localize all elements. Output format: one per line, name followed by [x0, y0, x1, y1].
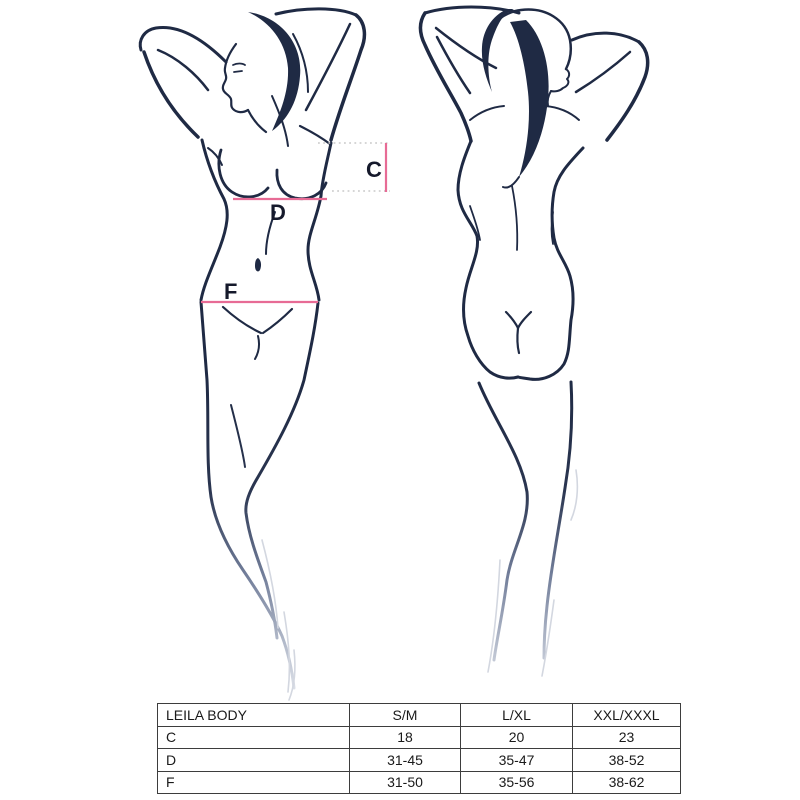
front-figure-outline [140, 9, 364, 700]
back-right-forearm [572, 33, 639, 42]
front-breast-right [277, 170, 326, 199]
back-torso-right [518, 148, 583, 379]
row-label-c: C [158, 726, 350, 749]
front-eye [234, 71, 242, 72]
size-table [157, 703, 681, 794]
back-right-arm-inner [576, 52, 630, 92]
back-hair-tip [503, 177, 519, 188]
size-table-row-c [158, 726, 681, 749]
front-eyebrow [233, 64, 245, 66]
back-shoulder-left [470, 106, 504, 120]
back-ponytail [510, 20, 549, 177]
front-groin-crease-right [263, 309, 292, 333]
front-left-forearm-under [158, 50, 208, 90]
cell-c-xxlxxxl: 23 [573, 726, 681, 749]
back-right-leg [544, 382, 572, 658]
back-butt-crease [518, 312, 531, 328]
row-label-f: F [158, 771, 350, 794]
front-left-arm-outer [144, 52, 198, 137]
size-table-header-row [158, 704, 681, 727]
back-left-leg [479, 383, 527, 660]
measure-label-c: C [366, 157, 382, 182]
front-navel [255, 258, 261, 271]
front-jaw-neck [248, 110, 266, 132]
header-cell-xxlxxxl: XXL/XXXL [573, 704, 681, 727]
front-groin-crease-left [223, 307, 261, 333]
size-table-row-d [158, 749, 681, 772]
front-face-profile [223, 44, 248, 112]
front-right-forearm [276, 9, 356, 15]
back-right-arm-outer [607, 42, 648, 140]
back-torso-left [458, 141, 518, 378]
back-left-arm-outer [421, 13, 472, 141]
back-hair-left [482, 9, 514, 92]
row-label-d: D [158, 749, 350, 772]
front-left-forearm [140, 27, 226, 62]
front-breast-left [219, 150, 268, 197]
cell-d-lxl: 35-47 [461, 749, 573, 772]
back-figure-outline [421, 7, 648, 676]
cell-f-lxl: 35-56 [461, 771, 573, 794]
back-butt-crease [517, 328, 519, 353]
back-butt-crease [506, 312, 518, 328]
front-right-shoulder [300, 126, 330, 144]
header-cell-product: LEILA BODY [158, 704, 350, 727]
header-cell-sm: S/M [350, 704, 461, 727]
front-pubic-line [255, 336, 259, 359]
front-right-arm-outer [331, 15, 364, 140]
front-inner-thigh-line [231, 405, 245, 467]
back-shoulder-right [545, 106, 579, 120]
header-cell-lxl: L/XL [461, 704, 573, 727]
cell-d-xxlxxxl: 38-52 [573, 749, 681, 772]
cell-f-xxlxxxl: 38-62 [573, 771, 681, 794]
measure-label-f: F [224, 279, 238, 304]
cell-f-sm: 31-50 [350, 771, 461, 794]
back-knee-line [571, 470, 577, 520]
measure-label-d: D [270, 200, 286, 225]
front-torso-right [308, 143, 331, 300]
back-left-arm-inner [437, 37, 470, 93]
size-table-row-f [158, 771, 681, 794]
front-hair [248, 12, 300, 131]
cell-c-sm: 18 [350, 726, 461, 749]
cell-c-lxl: 20 [461, 726, 573, 749]
cell-d-sm: 31-45 [350, 749, 461, 772]
front-torso-left [201, 140, 227, 300]
measurement-annotations [201, 143, 390, 304]
back-spine-line [512, 186, 517, 250]
back-face-profile [551, 69, 569, 91]
